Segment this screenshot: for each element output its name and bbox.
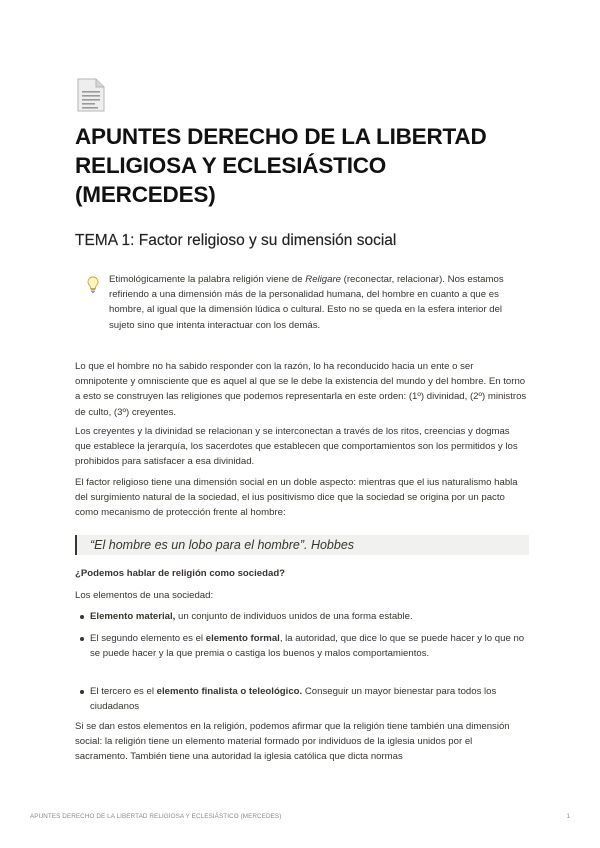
blockquote: “El hombre es un lobo para el hombre”. Hobbes <box>75 535 529 555</box>
bullet-icon <box>80 637 84 641</box>
list-item-prefix: El tercero es el <box>90 686 157 697</box>
page-title: APUNTES DERECHO DE LA LIBERTAD RELIGIOSA Y ECLESIÁSTICO (MERCEDES) <box>75 124 487 207</box>
list-item-rest: , la autoridad, que dice lo que se puede hacer y lo que no se puede hacer y la que premia o castiga los buenos y malos comportamientos. <box>90 633 525 660</box>
subheading: ¿Podemos hablar de religión como sociedad? <box>75 568 286 579</box>
footer-page-number: 1 <box>566 813 570 820</box>
callout-text <box>109 272 512 333</box>
section-heading: TEMA 1: Factor religioso y su dimensión social <box>75 232 397 249</box>
paragraph-2: Los creyentes y la divinidad se relacionan y se interconectan a través de los ritos, creencias y dogmas que establece la jerarquía, los sacerdotes que establecen que comportamientos son los permitidos y los prohibidos para satisfacer a esa divinidad. <box>75 426 518 468</box>
list-item-text <box>90 684 530 714</box>
paragraph-1: Lo que el hombre no ha sabido responder con la razón, lo ha reconducido hacia un ente o ser omnipotente y omnisciente que es aquel al que se le debe la existencia del mundo y del hombre. En torno a esto se construyen las religiones que podemos representarla en este orden: (1º) divinidad, (2º) ministros de culto, (3º) creyentes. <box>75 361 527 418</box>
list-intro: Los elementos de una sociedad: <box>75 590 214 601</box>
callout-box <box>75 262 526 340</box>
paragraph-3: El factor religioso tiene una dimensión social en un doble aspecto: mientras que el ius naturalismo habla del surgimiento natural de la sociedad, el ius positivismo dice que la sociedad se origina por un pacto como mecanismo de protección frente al hombre: <box>75 477 518 519</box>
callout-italic-term: Religare <box>305 274 341 285</box>
bullet-icon <box>80 690 84 694</box>
lightbulb-icon <box>87 276 99 294</box>
list-item-text <box>90 631 530 661</box>
callout-text-start: Etimológicamente la palabra religión viene de <box>109 274 306 285</box>
document-icon <box>76 78 106 112</box>
list-item-rest: Conseguir un mayor bienestar para todos los ciudadanos <box>90 686 497 713</box>
list-item-bold: elemento finalista o teleológico. <box>156 686 303 697</box>
footer-running-title: APUNTES DERECHO DE LA LIBERTAD RELIGIOSA Y ECLESIÁSTICO (MERCEDES) <box>30 813 282 820</box>
list-item-bold: elemento formal <box>205 633 280 644</box>
list-item-prefix: El segundo elemento es el <box>90 633 206 644</box>
bullet-icon <box>80 615 84 619</box>
callout-text-end: (reconectar, relacionar). Nos estamos refiriendo a una dimensión más de la personalidad humana, del hombre en cuanto a que es hombre, al igual que la dimensión lúdica o cultural. Esto no se queda en la esfera interior del sujeto sino que intenta interactuar con los demás. <box>109 274 504 331</box>
closing-paragraph: Si se dan estos elementos en la religión, podemos afirmar que la religión tiene también una dimensión social: la religión tiene un elemento material formado por individuos de la iglesia unidos por el sacramento. También tiene una autoridad la iglesia católica que dicta normas <box>75 721 510 763</box>
list-item-rest: un conjunto de individuos unidos de una forma estable. <box>175 611 413 622</box>
list-item-bold: Elemento material, <box>90 611 176 622</box>
list-item-text <box>90 609 530 624</box>
